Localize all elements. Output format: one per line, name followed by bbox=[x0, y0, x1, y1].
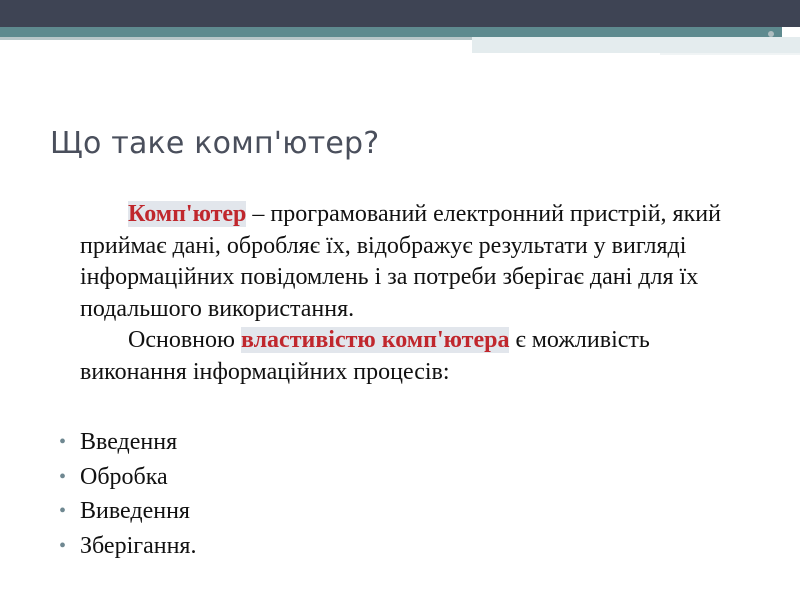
list-item bbox=[59, 529, 197, 564]
header-light-stripe bbox=[472, 37, 800, 53]
header-band bbox=[0, 0, 800, 27]
property-text: є можливість виконання інформаційних процесів: bbox=[80, 327, 650, 385]
definition-text: – програмований електронний пристрій, який приймає дані, обробляє їх, відображує результати у вигляді інформаційних повідомлень і за потреби зберігає дані для їх подальшого використання. bbox=[80, 201, 721, 322]
list-item-label: Введення bbox=[80, 429, 178, 455]
bullet-icon: • bbox=[59, 500, 67, 522]
property-prefix: Основною bbox=[128, 327, 241, 353]
list-item-label: Обробка bbox=[80, 463, 168, 490]
slide-body bbox=[80, 199, 760, 388]
slide-title: Що таке комп'ютер? bbox=[50, 126, 380, 161]
bullet-icon: • bbox=[59, 431, 67, 453]
header-accent-stripe bbox=[0, 27, 782, 37]
term-computer: Комп'ютер bbox=[128, 201, 247, 227]
bullet-icon: • bbox=[59, 465, 67, 488]
header-light-stripe-2 bbox=[660, 53, 800, 55]
process-list bbox=[59, 425, 197, 563]
list-item-label: Виведення bbox=[80, 498, 190, 524]
list-item bbox=[59, 425, 196, 460]
list-item bbox=[59, 460, 196, 495]
list-item-label: Зберігання. bbox=[80, 532, 197, 559]
list-item bbox=[59, 494, 196, 529]
term-property: властивістю комп'ютера bbox=[240, 327, 510, 353]
bullet-icon: • bbox=[59, 534, 67, 557]
property-paragraph bbox=[80, 325, 760, 388]
header-gray-stripe bbox=[0, 37, 472, 40]
definition-paragraph bbox=[80, 199, 760, 325]
